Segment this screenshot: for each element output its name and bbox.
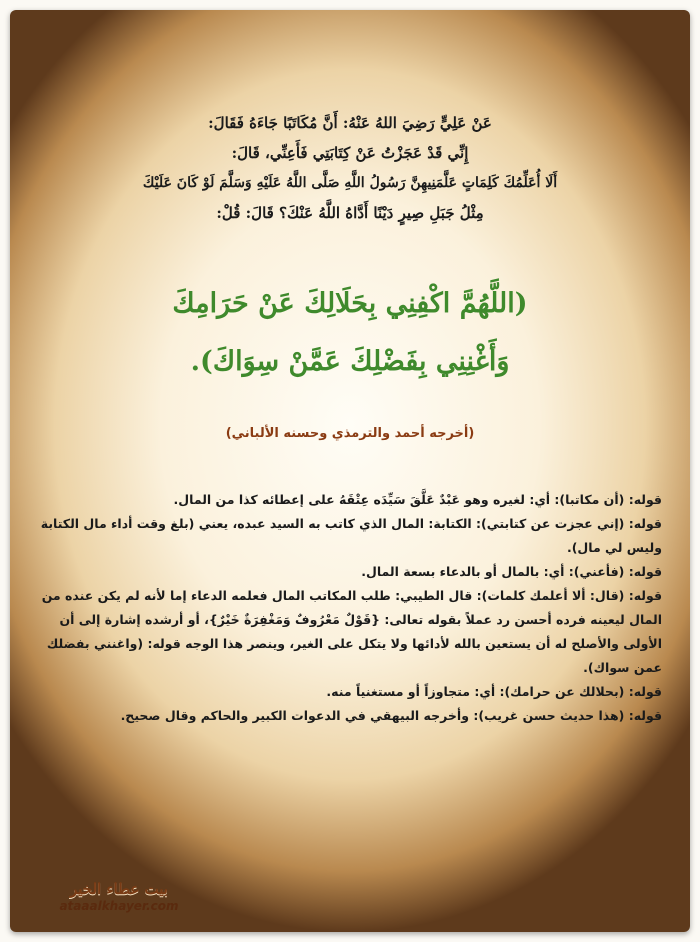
hadith-line: مِثْلُ جَبَلِ صِيرٍ دَيْنًا أَدَّاهُ اللَّهُ عَنْكَ؟ قَالَ: قُلْ: <box>216 204 484 222</box>
hadith-line: إِنِّي قَدْ عَجَزْتُ عَنْ كِتَابَتِي فَأَعِنِّي، قَالَ: <box>231 144 469 162</box>
explanation-paragraph: قوله: (هذا حديث حسن غريب): وأخرجه البيهقي في الدعوات الكبير والحاكم وقال صحيح. <box>120 708 662 723</box>
logo-url-text: ataaalkhayer.com <box>59 899 179 913</box>
site-logo <box>24 880 214 914</box>
content-card <box>10 10 690 932</box>
dua-line: (اللَّهُمَّ اكْفِنِي بِحَلَالِكَ عَنْ حَرَامِكَ <box>172 288 528 319</box>
hadith-line: أَلَا أُعَلِّمُكَ كَلِمَاتٍ عَلَّمَنِيهِنَّ رَسُولُ اللَّهِ صَلَّى اللَّهُ عَلَيْهِ وَسَلَّمَ لَوْ كَانَ عَلَيْكَ <box>142 175 558 191</box>
hadith-line: عَنْ عَلِيٍّ رَضِيَ اللهُ عَنْهُ: أَنَّ مُكَاتَبًا جَاءَهُ فَقَالَ: <box>208 114 492 132</box>
hadith-text <box>32 108 668 228</box>
dua-text <box>30 275 670 391</box>
explanation-paragraph: قوله: (أن مكاتبا): أي: لغيره وهو عَبْدٌ عَلَّقَ سَيِّدَه عِتْقَهُ على إعطائه كذا من المال. <box>173 492 662 507</box>
dua-line: وَأَغْنِنِي بِفَضْلِكَ عَمَّنْ سِوَاكَ). <box>190 346 510 377</box>
logo-arabic-text: بيت عطاء الخير <box>70 880 168 898</box>
explanation-paragraph: قوله: (قال: ألا أعلمك كلمات): قال الطيبي: طلب المكاتب المال فعلمه الدعاء إما لأنه لم يكن عنده من المال ليعينه فرده أحسن رد عملاً بقوله تعالى: {قَوْلٌ مَعْرُوفٌ وَمَغْفِرَةٌ خَيْرٌ}، أو أرشده إشارة إلى أن الأولى والأصلح له أن يستعين بالله لأدائها ولا يتكل على الغير، وينصر هذا الوجه قوله: (واغنني بفضلك عمن سواك). <box>41 588 662 675</box>
explanation-paragraph: قوله: (إني عجزت عن كتابتي): الكتابة: المال الذي كاتب به السيد عبده، يعني (بلغ وقت أداء مال الكتابة وليس لي مال). <box>40 516 662 555</box>
explanation-paragraph: قوله: (فأعني): أي: بالمال أو بالدعاء بسعة المال. <box>361 564 662 579</box>
explanation-section <box>40 488 662 728</box>
explanation-paragraph: قوله: (بحلالك عن حرامك): أي: متجاوزاً أو مستغنياً منه. <box>326 684 662 699</box>
hadith-source: (أخرجه أحمد والترمذي وحسنه الألباني) <box>225 426 475 441</box>
